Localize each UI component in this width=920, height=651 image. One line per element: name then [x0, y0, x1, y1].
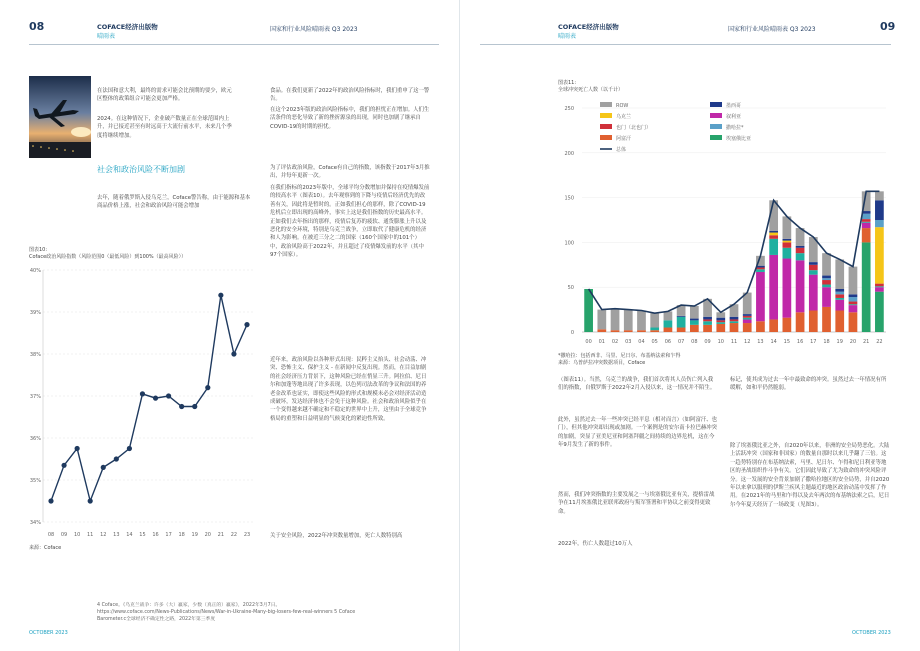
chart10-point: [101, 465, 106, 470]
chart10-caption: 图表10:: [29, 247, 48, 253]
chart10-point: [127, 446, 132, 451]
chart10-x-tick: 10: [73, 532, 81, 538]
chart10-subtitle: Coface政治风险指数（风险范围0（最低风险）到100%（最高风险））: [29, 254, 187, 260]
chart11-bar-segment: [624, 330, 633, 332]
chart11-legend-swatch: [710, 113, 722, 118]
chart11-legend-swatch: [710, 102, 722, 107]
chart11-legend-swatch: [600, 102, 612, 107]
chart11-bar-segment: [703, 325, 712, 332]
chart10-x-tick: 13: [113, 532, 120, 538]
chart11-bar-segment: [730, 317, 739, 320]
chart11-bar-segment: [862, 242, 871, 332]
chart11-bar-segment: [835, 298, 844, 300]
chart11-x-tick: 18: [823, 339, 830, 345]
chart10-point: [153, 396, 158, 401]
chart11-bar-segment: [875, 191, 884, 200]
chart10-y-tick: 40%: [29, 268, 41, 274]
chart11-bar-segment: [783, 242, 792, 247]
chart10-x-tick: 17: [165, 532, 172, 538]
chart11-bar-segment: [677, 328, 686, 332]
chart11-bar-segment: [849, 312, 858, 332]
airplane-photo: [29, 76, 91, 158]
chart11-x-tick: 14: [770, 339, 777, 345]
chart11-bar-segment: [835, 292, 844, 295]
chart10-x-tick: 16: [152, 532, 159, 538]
chart11-bar-segment: [849, 297, 858, 301]
chart11-note: *撒哈拉：包括西非、马里、尼日尔、布基纳法索和乍得: [558, 353, 681, 359]
chart11-bar-segment: [730, 319, 739, 321]
left-brand: COFACE经济出版物: [97, 23, 158, 31]
chart10-y-tick: 34%: [29, 520, 41, 526]
chart11-bar-segment: [743, 323, 752, 332]
chart11-bar-segment: [875, 227, 884, 283]
chart10-point: [61, 463, 66, 468]
chart11-bar-segment: [743, 318, 752, 320]
chart10-point: [218, 293, 223, 298]
chart11-bar-segment: [783, 318, 792, 332]
chart11-bar-segment: [822, 285, 831, 288]
chart11-bar-segment: [835, 294, 844, 298]
chart11-bar-segment: [743, 316, 752, 318]
left-col2-para1: 食品。在我们更新了2022年的政治风险指标时，我们重申了这一警告。: [270, 88, 430, 103]
chart11-bar-segment: [597, 310, 606, 330]
chart11-x-tick: 20: [849, 339, 857, 345]
chart10-point: [244, 322, 249, 327]
chart11-x-tick: 21: [862, 339, 870, 345]
chart11-x-tick: 17: [810, 339, 817, 345]
left-col1-para2: 2024。在这种情况下，企业破产数量正在全球范围内上升，并已接近甚至有时远高于大流行前水平，未来几个季度将继续增加。: [97, 116, 232, 139]
chart11-x-tick: 22: [876, 339, 883, 345]
political-risk-line-chart: [29, 262, 264, 544]
right-para5: 标记，使其成为过去一年中最致命的冲突。虽然过去一年情况有所缓解，如和平仍然脆弱。: [730, 377, 887, 392]
footer-left: OCTOBER 2023: [29, 630, 68, 636]
left-brand-sub: 晴雨表: [97, 33, 116, 40]
chart11-bar-segment: [809, 262, 818, 265]
chart11-y-tick: 200: [564, 150, 574, 157]
chart11-bar-segment: [809, 265, 818, 270]
right-para3: 然而，我们冲突指数的主要发展之一与埃塞俄比亚有关，提格雷战争在11月埃塞俄比亚联邦政府与叛军签署和平协议之前变得更致命。: [558, 492, 715, 515]
chart10-point: [231, 351, 236, 356]
chart11-bar-segment: [716, 324, 725, 332]
chart11-bar-segment: [862, 214, 871, 219]
chart11-bar-segment: [809, 270, 818, 274]
chart11-bar-segment: [624, 310, 633, 331]
chart11-bar-segment: [743, 314, 752, 316]
chart11-y-tick: 50: [567, 285, 574, 292]
chart10-point: [192, 404, 197, 409]
chart11-x-tick: 04: [638, 339, 645, 345]
chart11-bar-segment: [862, 223, 871, 228]
left-col2-para2: 在这个2023年版的政治风险指标中，我们的担忧正在增加。人们生活条件的恶化导致了新的挫折源泉的出现，同时也加剧了继承自COVID-19的时期的担忧。: [270, 107, 430, 130]
chart11-bar-segment: [822, 278, 831, 280]
chart10-y-tick: 37%: [29, 394, 41, 400]
chart11-bar-segment: [690, 306, 699, 319]
chart11-legend-total-label: 总体: [616, 147, 627, 153]
chart11-bar-segment: [862, 228, 871, 242]
chart11-x-tick: 16: [796, 339, 804, 345]
left-col2-para5: 近年来，政治风险以各种形式出现：民粹主义抬头、社会动荡、冲突、恐怖主义、保护主义 - 在新闻中反复出现。然而，在目益加剧的社会经济压力背景下，这种风险已经在悄显三升。阿拉伯、尼日尔和加蓬等地出现了许多表现，以色列司法改革的争议和法国的养老金改革也证实，即使这些风险的形式和规模未必会对经济活动造成破坏，发达经济体也不会免于这种风险。社会和政治风险似乎在一个变得越来越不确定和不稳定的世界中上升，这里由于全球竞争格局的重塑和日益明显的气候变化的紧迫性所致。: [270, 357, 427, 422]
chart10-x-tick: 19: [191, 532, 198, 538]
chart11-bar-segment: [637, 310, 646, 330]
chart11-legend-swatch: [710, 124, 722, 129]
chart11-bar-segment: [690, 319, 699, 321]
conflict-deaths-stacked-bar-chart: [558, 98, 888, 350]
chart11-bar-segment: [875, 284, 884, 287]
chart11-bar-segment: [730, 321, 739, 323]
chart11-bar-segment: [650, 328, 659, 331]
right-para6: 除了埃塞俄比亚之外，自2020年以来，非洲的安全局势恶化。大陆上活跃冲突（国家和非国家）的数量自那时以来几乎翻了三倍。这一趋势特别存在布基纳法索，马里、尼日尔、乍得和尼日利亚等地区的圣战组织作斗争有关。它们因此导致了尤为致命的冲突风险评分。这一发展的安全背景加剧了撒哈拉地区的安全局势，并自2020年以来拿以服刑的伊斯兰疾风主题最近的地区政治动荡中发挥了作用。在2021年的马里和乍得以及去年两次的布基纳法索之后，尼日尔今年夏天经历了一场政变（见图3）。: [730, 443, 890, 508]
footer-right: OCTOBER 2023: [852, 630, 891, 636]
chart11-bar-segment: [875, 286, 884, 287]
chart11-subtitle: 全球冲突死亡人数（以千计）: [558, 87, 624, 93]
chart11-bar-segment: [637, 330, 646, 332]
chart11-bar-segment: [756, 321, 765, 332]
chart10-y-tick: 38%: [29, 352, 41, 358]
chart11-bar-segment: [756, 267, 765, 269]
chart10-y-tick: 36%: [29, 436, 41, 442]
chart10-x-tick: 09: [60, 532, 68, 538]
right-header-rule: [480, 44, 891, 45]
chart11-legend-label: ROW: [616, 103, 629, 109]
right-brand: COFACE经济出版物: [558, 23, 619, 31]
chart11-bar-segment: [796, 246, 805, 248]
chart11-bar-segment: [783, 241, 792, 243]
chart10-point: [140, 391, 145, 396]
chart11-bar-segment: [783, 259, 792, 318]
chart11-bar-segment: [875, 220, 884, 227]
chart11-bar-segment: [769, 255, 778, 320]
chart11-bar-segment: [703, 319, 712, 321]
chart11-bar-segment: [862, 219, 871, 222]
left-col1-para1: 在法国和意大利，最终的需求可能会比预期的要少，欧元区整体的政策组合可能会更加严格。: [97, 88, 232, 103]
chart11-x-tick: 13: [757, 339, 764, 345]
chart11-bar-segment: [677, 316, 686, 317]
chart11-x-tick: 02: [611, 339, 619, 345]
chart11-bar-segment: [862, 222, 871, 223]
left-col2-para3: 为了评估政治风险，Coface有自己的指数，该指数于2017年3月推出，并每年更新一次。: [270, 165, 430, 180]
chart11-bar-segment: [809, 275, 818, 311]
chart11-bar-segment: [849, 304, 858, 305]
chart11-x-tick: 01: [598, 339, 606, 345]
chart11-legend-label: 阿富汗: [616, 136, 632, 142]
chart11-legend-label: 也门（北也门）: [616, 125, 652, 131]
chart11-bar-segment: [730, 323, 739, 332]
footnote-2: https://www.coface.com/News-Publications/News/War-in-Ukraine-Many-big-losers-few-real-winners 5 Coface: [97, 610, 356, 616]
chart11-bar-segment: [716, 320, 725, 322]
chart11-bar-segment: [716, 322, 725, 324]
footnote-1: 4 Coface。《乌克兰战争：许多（大）赢家，少数（真正的）赢家》，2022年3月7日。: [97, 603, 281, 608]
chart11-bar-segment: [822, 280, 831, 284]
right-brand-sub: 晴雨表: [558, 33, 577, 40]
chart11-bar-segment: [769, 319, 778, 332]
chart11-bar-segment: [783, 239, 792, 241]
chart10-x-tick: 23: [243, 532, 251, 538]
chart11-legend-swatch: [710, 135, 722, 140]
chart11-x-tick: 08: [691, 339, 698, 345]
chart11-bar-segment: [822, 253, 831, 275]
chart11-bar-segment: [769, 233, 778, 236]
chart10-x-tick: 20: [204, 532, 211, 538]
chart11-legend-label: 叙利亚: [726, 114, 742, 120]
chart11-x-tick: 07: [677, 339, 685, 345]
chart10-point: [48, 498, 53, 503]
chart10-point: [205, 385, 210, 390]
chart11-x-tick: 03: [625, 339, 632, 345]
chart11-y-tick: 0: [570, 330, 574, 336]
chart11-bar-segment: [611, 309, 620, 331]
chart11-bar-segment: [875, 292, 884, 332]
chart11-bar-segment: [769, 231, 778, 233]
chart11-x-tick: 00: [585, 339, 592, 345]
chart10-point: [75, 446, 80, 451]
chart11-bar-segment: [769, 239, 778, 255]
chart11-caption: 图表11:: [558, 80, 577, 86]
chart11-bar-segment: [849, 305, 858, 312]
chart11-bar-segment: [849, 267, 858, 295]
chart11-bar-segment: [769, 235, 778, 239]
chart11-bar-segment: [664, 320, 673, 327]
chart11-bar-segment: [835, 259, 844, 289]
chart11-x-tick: 10: [717, 339, 724, 345]
chart10-x-tick: 21: [217, 532, 225, 538]
chart10-x-tick: 22: [230, 532, 238, 538]
chart11-bar-segment: [677, 317, 686, 328]
chart10-point: [166, 393, 171, 398]
chart11-bar-segment: [597, 329, 606, 332]
chart11-x-tick: 05: [651, 339, 658, 345]
chart10-y-tick: 39%: [29, 310, 41, 316]
right-header-title: 国家和行业风险晴雨表 Q3 2023: [728, 26, 816, 33]
chart11-bar-segment: [690, 320, 699, 324]
chart11-bar-segment: [703, 317, 712, 320]
chart11-x-tick: 09: [704, 339, 711, 345]
right-page-number: 09: [880, 20, 896, 33]
chart10-x-tick: 11: [87, 532, 94, 538]
chart11-x-tick: 06: [664, 339, 672, 345]
chart11-x-tick: 12: [744, 339, 751, 345]
footnotes: [97, 602, 437, 624]
chart11-bar-segment: [756, 272, 765, 321]
right-para2: 此外，虽然过去一年一些冲突已经平息（相对而言）（如阿富汗、也门），但其他冲突却出现或加剧。一个案例是的安尔南卡拉巴赫冲突的加剧，突显了亚美尼亚和阿塞拜疆之间持续的边界危机，这在今年9月发生了新的事件。: [558, 417, 718, 449]
chart11-legend-label: 墨西哥: [726, 103, 742, 109]
chart11-bar-segment: [809, 310, 818, 332]
chart11-bar-segment: [835, 289, 844, 292]
left-col1-para3: 去年，随着俄罗斯入侵乌克兰，Coface警告称，由于能源和基本商品价格上涨，社会和政治风险可能会增加: [97, 195, 251, 210]
chart11-bar-segment: [650, 313, 659, 327]
chart11-legend-label: 埃塞俄比亚: [726, 136, 752, 142]
chart11-y-tick: 250: [564, 106, 574, 112]
chart11-x-tick: 15: [783, 339, 791, 345]
chart10-point: [179, 404, 184, 409]
section-title: 社会和政治风险不断加剧: [97, 165, 185, 174]
chart10-y-tick: 35%: [29, 478, 41, 484]
left-page-number: 08: [29, 20, 45, 33]
chart10-point: [114, 456, 119, 461]
chart11-bar-segment: [650, 330, 659, 332]
chart10-x-tick: 15: [139, 532, 146, 538]
chart11-y-tick: 100: [564, 240, 574, 247]
chart11-bar-segment: [664, 311, 673, 320]
chart11-bar-segment: [796, 248, 805, 253]
left-col2-para4: 在我们指标的2023年版中，全球平均分数增加并保持在疫情爆发前的较高水平（图表10）。去年观察到的下降与疫情后经济优先的改善有关，因此将是暂时的。正如我们担心的那样，除了COVID-19危机后立即出现的高峰外，事实上这是我们指数的历史最高水平。正如我们去年指出的那样，疫情后复苏的疲软、通货膨胀上升以及恶化的安全环境，特别是乌克兰战争，立即取代了健康危机的经济和人为影响。在被近三分之二的国家（160个国家中的101个）中，政治风险高于2022年，并且超过了疫情爆发前的水平（其中97个国家）。: [270, 185, 430, 258]
page-gutter: [459, 0, 460, 651]
chart11-bar-segment: [822, 287, 831, 307]
chart10-series-line: [51, 295, 247, 501]
footnote-3: Barometer.c全球经济不确定性之路，2022年第三季度: [97, 617, 216, 623]
chart11-legend-label: 撒哈拉*: [726, 125, 744, 131]
chart10-x-tick: 08: [47, 532, 55, 538]
chart10-x-tick: 18: [178, 532, 185, 538]
chart11-bar-segment: [835, 310, 844, 332]
chart11-bar-segment: [875, 200, 884, 220]
chart11-bar-segment: [822, 276, 831, 279]
chart10-source: 来源：Coface: [29, 545, 62, 551]
chart11-bar-segment: [584, 289, 593, 332]
chart11-source: 来源：乌普萨拉冲突数据项目，Coface: [558, 360, 646, 366]
chart11-bar-segment: [849, 302, 858, 305]
chart11-y-tick: 150: [564, 195, 574, 202]
chart11-bar-segment: [796, 253, 805, 260]
chart11-legend-swatch: [600, 124, 612, 129]
left-header-rule: [29, 44, 439, 45]
chart11-bar-segment: [690, 325, 699, 332]
chart11-bar-segment: [664, 328, 673, 332]
chart10-x-tick: 12: [100, 532, 107, 538]
chart11-legend-swatch: [600, 113, 612, 118]
chart11-bar-segment: [822, 307, 831, 332]
chart11-bar-segment: [703, 321, 712, 325]
left-header-title: 国家和行业风险晴雨表 Q3 2023: [270, 26, 358, 33]
chart11-bar-segment: [743, 319, 752, 323]
chart11-legend-swatch: [600, 135, 612, 140]
chart10-point: [88, 498, 93, 503]
chart11-legend-label: 乌克兰: [616, 114, 632, 120]
chart11-bar-segment: [875, 287, 884, 291]
chart11-bar-segment: [756, 269, 765, 272]
chart11-bar-segment: [835, 300, 844, 311]
right-para1: （图表11）。当然，乌克兰的战争，我们首次将其人员伤亡列入我们的指数，自俄罗斯于2022年2月入侵以来，这一情况并不陌生。: [558, 377, 716, 392]
chart11-bar-segment: [716, 318, 725, 321]
right-para4: 2022年，伤亡人数超过10万人: [558, 541, 633, 547]
chart11-bar-segment: [796, 260, 805, 312]
left-col2-para6: 关于安全风险，2022年冲突数量增加，死亡人数特别高: [270, 533, 403, 539]
chart11-x-tick: 19: [836, 339, 843, 345]
chart11-bar-segment: [796, 312, 805, 332]
chart10-x-tick: 14: [126, 532, 133, 538]
chart11-bar-segment: [783, 248, 792, 259]
chart11-x-tick: 11: [730, 339, 738, 345]
chart11-bar-segment: [611, 330, 620, 332]
chart11-bar-segment: [849, 294, 858, 297]
